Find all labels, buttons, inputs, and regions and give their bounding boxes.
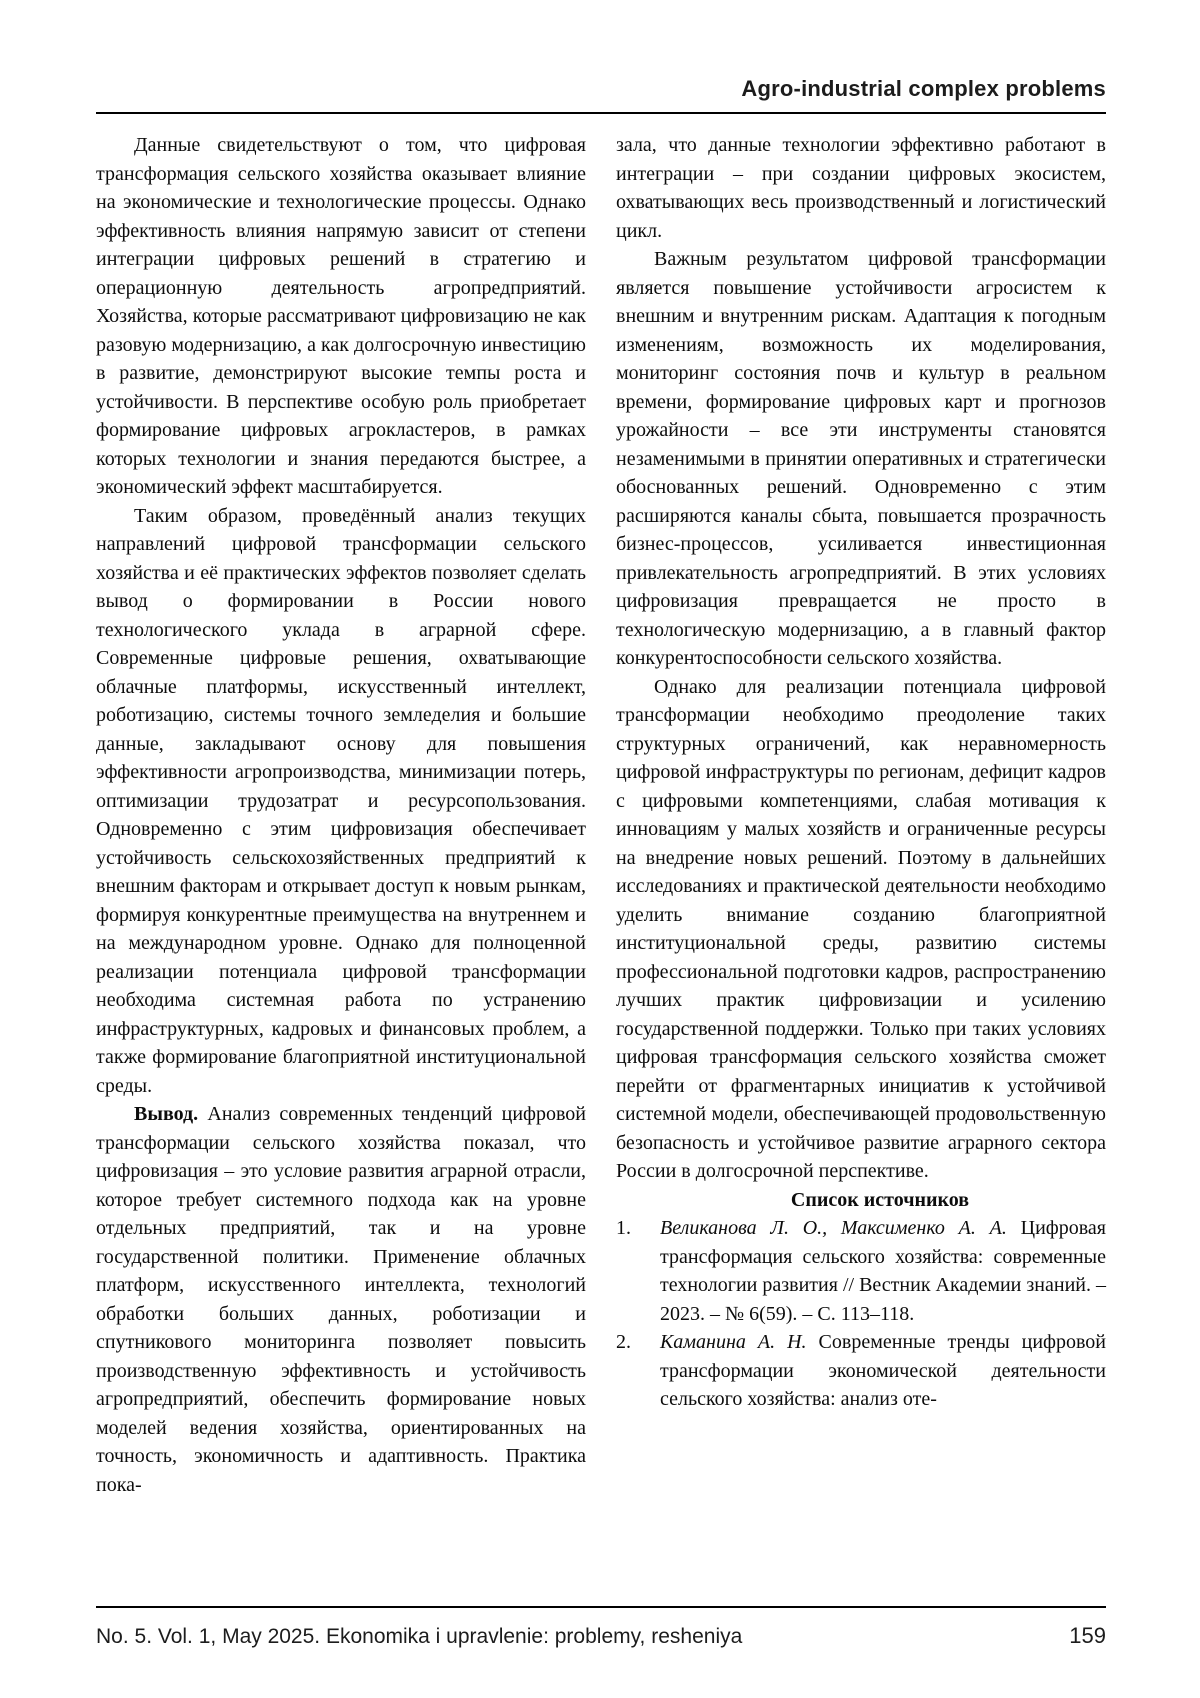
reference-authors: Великанова Л. О., Максименко А. А. (660, 1217, 1007, 1239)
reference-authors: Каманина А. Н. (660, 1331, 807, 1353)
sources-heading: Список источников (790, 1188, 970, 1211)
reference-list (616, 1214, 1106, 1414)
reference-item (616, 1328, 1106, 1414)
paragraph: Важным результатом цифровой трансформации является повышение устойчивости агросистем к внешним и внутренним рискам. Адаптация к погодным изменениям, возможность их моделирования, мониторинг состояния почв и культур в реальном времени, формирование цифровых карт и прогнозов урожайности – все эти инструменты становятся незаменимыми в принятии оперативных и стратегически обоснованных решений. Одновременно с этим расширяются каналы сбыта, повышается прозрачность бизнес-процессов, усиливается инвестиционная привлекательность агропредприятий. В этих условиях цифровизация превращается не просто в технологическую модернизацию, а в главный фактор конкурентоспособности сельского хозяйства. (616, 248, 1106, 669)
conclusion-text: Анализ современных тенденций цифровой трансформации сельского хозяйства показал, что цифровизация – это условие развития аграрной отрасли, которое требует системного подхода как на уровне отдельных предприятий, так и на уровне государственной политики. Применение облачных платформ, искусственного интеллекта, технологий обработки больших данных, роботизации и спутникового мониторинга позволяет повысить производственную эффективность и устойчивость агропредприятий, обеспечить формирование новых моделей ведения хозяйства, ориентированных на точность, экономичность и адаптивность. Практика пока- (96, 1103, 587, 1496)
reference-number: 2. (616, 1331, 631, 1353)
paragraph: Данные свидетельствуют о том, что цифровая трансформация сельского хозяйства оказывает влияние на экономические и технологические процессы. Однако эффективность влияния напрямую зависит от степени интеграции цифровых решений в стратегию и операционную деятельность агропредприятий. Хозяйства, которые рассматривают цифровизацию не как разовую модернизацию, а как долгосрочную инвестицию в развитие, демонстрируют высокие темпы роста и устойчивости. В перспективе особую роль приобретает формирование цифровых агрокластеров, в рамках которых технологии и знания передаются быстрее, а экономический эффект масштабируется. (96, 134, 586, 498)
left-column (96, 131, 586, 1499)
header-divider (96, 112, 1106, 114)
reference-body (660, 1214, 1106, 1328)
page-footer (96, 1606, 1106, 1649)
paragraph: Однако для реализации потенциала цифровой трансформации необходимо преодоление таких структурных ограничений, как неравномерность цифровой инфраструктуры по регионам, дефицит кадров с цифровыми компетенциями, слабая мотивация к инновациям у малых хозяйств и ограниченные ресурсы на внедрение новых решений. Поэтому в дальнейших исследованиях и практической деятельности необходимо уделить внимание созданию благоприятной институциональной среды, развитию системы профессиональной подготовки кадров, распространению лучших практик цифровизации и усилению государственной поддержки. Только при таких условиях цифровая трансформация сельского хозяйства сможет перейти от фрагментарных инициатив к устойчивой системной модели, обеспечивающей продовольственную безопасность и устойчивое развитие аграрного сектора России в долгосрочной перспективе. (616, 675, 1106, 1182)
conclusion-paragraph (96, 1100, 586, 1499)
paragraph-continuation: зала, что данные технологии эффективно работают в интеграции – при создании цифровых экосистем, охватывающих весь производственный и логистический цикл. (616, 134, 1106, 242)
text-columns (96, 131, 1106, 1499)
reference-item (616, 1214, 1106, 1328)
page-content (96, 0, 1106, 1499)
right-column (616, 131, 1106, 1499)
reference-number: 1. (616, 1217, 631, 1239)
footer-page-number: 159 (1069, 1623, 1106, 1648)
conclusion-lead: Вывод. (134, 1103, 199, 1125)
running-head (96, 76, 1106, 102)
paragraph: Таким образом, проведённый анализ текущих направлений цифровой трансформации сельского хозяйства и её практических эффектов позволяет сделать вывод о формировании в России нового технологического уклада в аграрной сфере. Современные цифровые решения, охватывающие облачные платформы, искусственный интеллект, роботизацию, системы точного земледелия и большие данные, закладывают основу для повышения эффективности агропроизводства, минимизации потерь, оптимизации трудозатрат и ресурсопользования. Одновременно с этим цифровизация обеспечивает устойчивость сельскохозяйственных предприятий к внешним факторам и открывает доступ к новым рынкам, формируя конкурентные преимущества на внутреннем и на международном уровне. Однако для полноценной реализации потенциала цифровой трансформации необходима системная работа по устранению инфраструктурных, кадровых и финансовых проблем, а также формирование благоприятной институциональной среды. (96, 504, 586, 1097)
reference-body (660, 1328, 1106, 1414)
reference-text: Современные тренды цифровой трансформации экономической деятельности сельского хозяйства: анализ оте- (660, 1331, 1107, 1410)
section-title: Agro-industrial complex problems (741, 76, 1106, 101)
reference-text: Цифровая трансформация сельского хозяйства: современные технологии развития // Вестник Академии знаний. – 2023. – № 6(59). – С. 113–118. (660, 1217, 1106, 1325)
footer-journal-line: No. 5. Vol. 1, May 2025. Ekonomika i upravlenie: problemy, resheniya (96, 1625, 743, 1648)
